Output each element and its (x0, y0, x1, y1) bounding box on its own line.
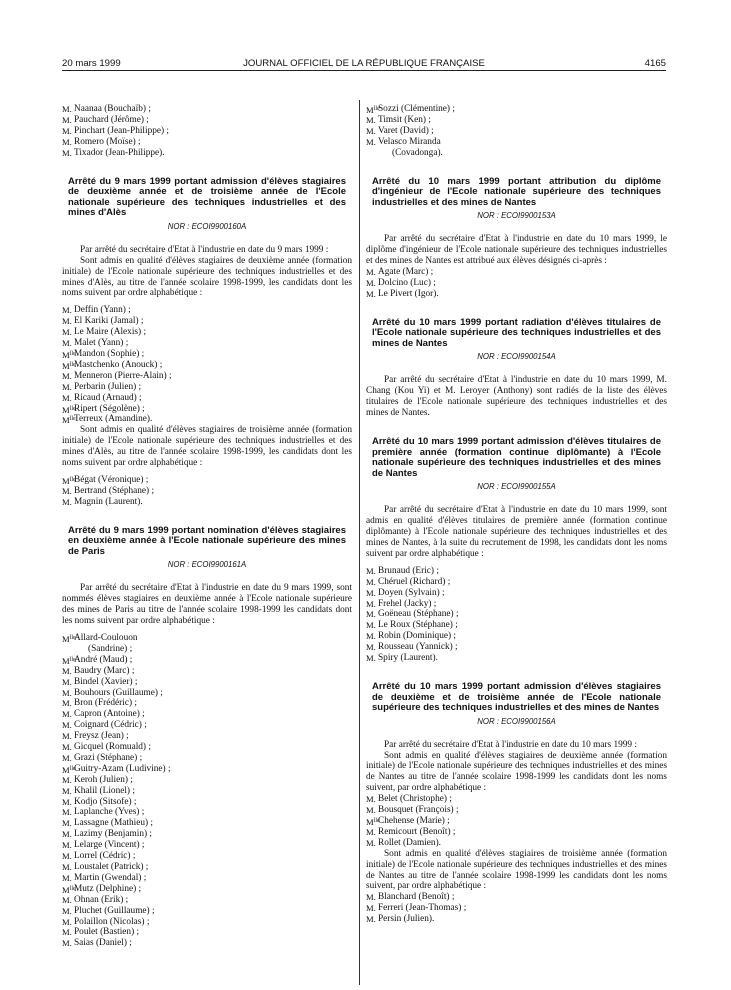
person-name: Bouhours (Guillaume) ; (74, 687, 163, 698)
civility-title: $M^{lle}$ (62, 415, 76, 426)
civility-title: M. (62, 147, 72, 158)
person-name: Bégat (Véronique) ; (74, 474, 149, 485)
paragraph: Par arrêté du secrétaire d'Etat à l'industrie en date du 10 mars 1999, le diplôme d'ingénieur de l'Ecole nationale supérieure des techniques industrielles et des mines de Nantes est attribué aux élèves désignés ci-après : (366, 234, 667, 267)
name-entry (366, 577, 667, 588)
name-entry (366, 289, 667, 300)
person-name: Le Roux (Stéphane) ; (378, 620, 458, 631)
civility-title: M. (62, 665, 72, 676)
person-name: Dolcino (Luc) ; (378, 277, 436, 288)
person-name: Velasco Miranda (378, 136, 441, 147)
name-entry (62, 742, 352, 753)
person-name: Magnin (Laurent). (74, 496, 143, 507)
person-name: Mandon (Sophie) ; (74, 348, 145, 359)
name-entry (62, 720, 352, 731)
name-entry (62, 731, 352, 742)
civility-title: M. (366, 794, 376, 805)
name-entry (62, 305, 352, 316)
paragraph: Sont admis en qualité d'élèves stagiaires de deuxième année (formation initiale) de l'Ecole nationale supérieure des techniques industrielles et des mines d'Alès, au titre de l'année scolaire 1998-1999, les candidats dont les noms suivent par ordre alphabétique : (62, 255, 352, 299)
decree-title: Arrêté du 10 mars 1999 portant admission d'élèves stagiaires de deuxième et de troisième année de l'Ecole nationale supérieure des techniques industrielles et des mines de Nantes (372, 680, 661, 714)
person-name: Rollet (Damien). (378, 837, 441, 848)
name-entry (62, 104, 352, 115)
name-entry (62, 851, 352, 862)
paragraph: Par arrêté du secrétaire d'Etat à l'industrie en date du 10 mars 1999, sont admis en qualité d'élèves titulaires de première année (formation continue diplômante) à l'Ecole nationale supérieure des techniques industrielles et des mines de Nantes, à la suite du recrutement de 1998, les candidats dont les noms suivent par ordre alphabétique : (366, 505, 667, 559)
name-entry (62, 126, 352, 137)
paragraph: Par arrêté du secrétaire d'Etat à l'industrie en date du 9 mars 1999, sont nommés élèves stagiaires en deuxième année à l'Ecole nationale supérieure des mines de Paris au titre de l'année scolaire 1998-1999 les candidats dont les noms suivent par ordre alphabétique : (62, 583, 352, 627)
name-entry (62, 797, 352, 808)
nor-reference: NOR : ECOI9900160A (167, 221, 247, 231)
name-entry (62, 807, 352, 818)
header-page-number: 4165 (644, 58, 666, 69)
person-name: Goëneau (Stéphane) ; (378, 609, 459, 620)
left-column (62, 104, 352, 949)
civility-title: $M^{lle}$ (62, 404, 76, 415)
name-entry (62, 393, 352, 404)
name-entry (366, 620, 667, 631)
civility-title: M. (366, 576, 376, 587)
decree-title: Arrêté du 10 mars 1999 portant radiation d'élèves titulaires de l'Ecole nationale supérieure des techniques industrielles et des mines de Nantes (372, 316, 661, 349)
person-name: Laplanche (Yves) ; (74, 807, 145, 818)
person-name: Capron (Antoine) ; (74, 709, 145, 720)
name-list (62, 475, 352, 508)
civility-title: M. (62, 104, 72, 114)
civility-title: M. (62, 485, 72, 496)
person-name: Bron (Frédéric) ; (74, 698, 137, 709)
name-entry (62, 655, 352, 666)
civility-title: M. (62, 114, 72, 125)
name-entry (366, 588, 667, 599)
person-name: Gicquel (Romuald) ; (74, 742, 151, 753)
civility-title: M. (62, 851, 72, 862)
name-entry (62, 840, 352, 851)
name-list (366, 794, 667, 849)
person-name: Keroh (Julien) ; (74, 774, 133, 785)
name-list (366, 104, 667, 159)
civility-title: M. (62, 916, 72, 927)
civility-title: M. (366, 653, 376, 664)
name-entry (62, 764, 352, 775)
civility-title: M. (62, 785, 72, 796)
person-name: Tixador (Jean-Philippe). (74, 147, 165, 158)
civility-title: M. (62, 687, 72, 698)
civility-title: M. (62, 125, 72, 136)
name-entry (366, 816, 667, 827)
civility-title: M. (62, 938, 72, 949)
civility-title: M. (62, 752, 72, 763)
civility-title: M. (366, 587, 376, 598)
civility-title: M. (62, 742, 72, 753)
name-entry (62, 709, 352, 720)
name-entry (62, 906, 352, 917)
name-entry (62, 873, 352, 884)
civility-title: M. (366, 805, 376, 816)
civility-title: M. (366, 565, 376, 576)
name-entry (62, 895, 352, 906)
civility-title: M. (62, 392, 72, 403)
name-entry (366, 267, 667, 278)
name-entry (366, 599, 667, 610)
civility-title: M. (62, 774, 72, 785)
civility-title: $M^{lle}$ (62, 475, 76, 486)
person-name: Terreux (Amandine). (74, 414, 153, 425)
civility-title: M. (62, 136, 72, 147)
person-name: Remicourt (Benoît) ; (378, 826, 456, 837)
person-name: Coignard (Cédric) ; (74, 720, 147, 731)
civility-title: M. (62, 316, 72, 327)
civility-title: M. (366, 826, 376, 837)
civility-title: $M^{lle}$ (366, 105, 380, 115)
civility-title: M. (62, 370, 72, 381)
name-entry (62, 137, 352, 148)
header-journal-title: JOURNAL OFFICIEL DE LA RÉPUBLIQUE FRANÇAISE (243, 58, 485, 69)
name-entry (62, 382, 352, 393)
civility-title: M. (366, 914, 376, 925)
name-entry (62, 829, 352, 840)
name-entry (366, 609, 667, 620)
name-list (62, 305, 352, 425)
civility-title: M. (366, 609, 376, 620)
civility-title: M. (62, 796, 72, 807)
nor-reference: NOR : ECOI9900161A (167, 560, 247, 570)
person-name: Ripert (Ségolène) ; (74, 403, 145, 414)
civility-title: M. (366, 642, 376, 653)
civility-title: M. (366, 125, 376, 136)
civility-title: M. (366, 598, 376, 609)
name-entry (366, 838, 667, 849)
civility-title: M. (62, 676, 72, 687)
paragraph: Par arrêté du secrétaire d'Etat à l'industrie en date du 10 mars 1999, M. Chang (Kou Yi) et M. Leroyer (Anthony) sont radiés de la liste des élèves titulaires de l'Ecole nationale supérieure des techniques industrielles et des mines de Nantes. (366, 375, 667, 419)
person-name: Malet (Yann) ; (74, 338, 129, 349)
person-name: Lorrel (Cédric) ; (74, 851, 136, 862)
nor-reference: NOR : ECOI9900156A (477, 716, 556, 726)
name-entry (62, 327, 352, 338)
person-name: Robin (Dominique) ; (378, 631, 456, 642)
person-name: Kodjo (Sitsofe) ; (74, 796, 137, 807)
name-entry (62, 316, 352, 327)
person-name: Pluchet (Guillaume) ; (74, 905, 155, 916)
name-entry (62, 753, 352, 764)
person-name: Belet (Christophe) ; (378, 794, 452, 805)
civility-title: $M^{lle}$ (62, 349, 76, 360)
name-entry (366, 653, 667, 664)
civility-title: M. (62, 305, 72, 316)
person-name: Grazi (Stéphane) ; (74, 752, 143, 763)
person-name: Le Pivert (Igor). (378, 288, 439, 299)
person-name: Naanaa (Bouchaïb) ; (74, 104, 151, 114)
name-entry (62, 917, 352, 928)
person-name: Spiry (Laurent). (378, 653, 438, 664)
name-entry (62, 371, 352, 382)
decree-title: Arrêté du 9 mars 1999 portant nomination d'élèves stagiaires en deuxième année à l'Ecole nationale supérieure des mines de Paris (68, 524, 346, 557)
person-name: Perbarin (Julien) ; (74, 381, 142, 392)
civility-title: M. (366, 277, 376, 288)
name-entry (62, 677, 352, 688)
person-name: Mastchenko (Anouck) ; (74, 359, 163, 370)
civility-title: M. (62, 496, 72, 507)
person-name: Sozzi (Clémentine) ; (378, 104, 455, 114)
civility-title: $M^{lle}$ (62, 633, 76, 644)
name-list (366, 892, 667, 925)
name-entry (62, 115, 352, 126)
name-entry (62, 862, 352, 873)
person-name: Timsit (Ken) ; (378, 114, 431, 125)
name-entry (366, 805, 667, 816)
person-name: Poulet (Bastien) ; (74, 927, 140, 938)
person-name: Bindel (Xavier) ; (74, 676, 138, 687)
person-name: Romero (Moïse) ; (74, 136, 141, 147)
name-entry (62, 818, 352, 829)
civility-title: $M^{lle}$ (62, 655, 76, 666)
person-name: Khalil (Lionel) ; (74, 785, 135, 796)
name-entry (62, 404, 352, 415)
civility-title: M. (366, 114, 376, 125)
name-entry (62, 414, 352, 425)
person-name: Brunaud (Eric) ; (378, 565, 439, 576)
person-name: Persin (Julien). (378, 914, 435, 925)
person-name: Chehense (Marie) ; (378, 815, 450, 826)
civility-title: M. (366, 266, 376, 277)
civility-title: M. (62, 338, 72, 349)
name-entry (62, 666, 352, 677)
paragraph: Sont admis en qualité d'élèves stagiaires de deuxième année (formation initiale) de l'Ecole nationale supérieure des techniques industrielles et des mines de Nantes au titre de l'année scolaire 1998-1999 les candidats dont les noms suivent, par ordre alphabétique : (366, 750, 667, 794)
civility-title: M. (62, 381, 72, 392)
paragraph: Sont admis en qualité d'élèves stagiaires de troisième année (formation initiale) de l'Ecole nationale supérieure des techniques industrielles et des mines de Nantes au titre de l'année scolaire 1998-1999 les candidats dont les noms suivent, par ordre alphabétique : (366, 848, 667, 892)
name-entry (62, 349, 352, 360)
person-name: Agate (Marc) ; (378, 266, 434, 277)
person-name: Pinchart (Jean-Philippe) ; (74, 125, 170, 136)
name-entry (62, 497, 352, 508)
name-entry (366, 827, 667, 838)
person-name: Varet (David) ; (378, 125, 434, 136)
civility-title: M. (366, 892, 376, 903)
name-entry (62, 148, 352, 159)
person-name: Allard-Coulouon (74, 632, 138, 643)
nor-reference: NOR : ECOI9900154A (477, 352, 556, 362)
person-name: Lelarge (Vincent) ; (74, 840, 145, 851)
civility-title: M. (62, 327, 72, 338)
person-name: Doyen (Sylvain) ; (378, 587, 445, 598)
name-entry (366, 126, 667, 137)
name-entry (366, 892, 667, 903)
person-name: Polaillon (Nicolas) ; (74, 916, 150, 927)
civility-title: M. (366, 620, 376, 631)
name-entry (366, 278, 667, 289)
name-entry (62, 486, 352, 497)
person-name: Menneron (Pierre-Alain) ; (74, 370, 172, 381)
decree-title: Arrêté du 10 mars 1999 portant admission d'élèves titulaires de première année (formation continue diplômante) à l'Ecole nationale supérieure des techniques industrielles et des mines de Nantes (372, 435, 661, 479)
civility-title: M. (62, 698, 72, 709)
name-list (366, 566, 667, 664)
name-list (62, 633, 352, 949)
name-entry (62, 633, 352, 655)
civility-title: M. (62, 829, 72, 840)
civility-title: M. (366, 136, 376, 147)
person-name: Rousseau (Yannick) ; (378, 642, 458, 653)
civility-title: M. (366, 288, 376, 299)
decree-title: Arrêté du 9 mars 1999 portant admission d'élèves stagiaires de deuxième année et de troisième année de l'Ecole nationale supérieure des techniques industrielles et des mines d'Alès (68, 175, 346, 219)
person-name: Ricaud (Arnaud) ; (74, 392, 142, 403)
civility-title: M. (366, 837, 376, 848)
name-entry (62, 938, 352, 949)
name-entry (62, 698, 352, 709)
person-name: Lassagne (Mathieu) ; (74, 818, 153, 829)
paragraph: Par arrêté du secrétaire d'Etat à l'industrie en date du 10 mars 1999 : (384, 739, 637, 750)
person-name: Saias (Daniel) ; (74, 938, 132, 949)
nor-reference: NOR : ECOI9900155A (477, 482, 556, 492)
person-name: Bousquet (François) ; (378, 805, 459, 816)
name-entry (366, 642, 667, 653)
person-name: Blanchard (Benoît) ; (378, 892, 455, 903)
person-name: Lazimy (Benjamin) ; (74, 829, 152, 840)
civility-title: M. (62, 720, 72, 731)
civility-title: $M^{lle}$ (62, 884, 76, 895)
person-name: Freysz (Jean) ; (74, 731, 129, 742)
column-separator (359, 100, 360, 985)
name-entry (366, 914, 667, 925)
name-entry (62, 884, 352, 895)
civility-title: M. (62, 927, 72, 938)
civility-title: M. (62, 905, 72, 916)
person-name: Deffin (Yann) ; (74, 305, 131, 316)
name-list (62, 104, 352, 159)
name-entry (366, 104, 667, 115)
civility-title: $M^{lle}$ (366, 816, 380, 827)
header-rule (62, 70, 666, 71)
civility-title: $M^{lle}$ (62, 360, 76, 371)
nor-reference: NOR : ECOI9900153A (477, 211, 556, 221)
name-entry (62, 475, 352, 486)
paragraph: Par arrêté du secrétaire d'Etat à l'industrie en date du 9 mars 1999 : (80, 244, 329, 255)
name-entry (366, 115, 667, 126)
civility-title: M. (62, 840, 72, 851)
name-entry (366, 137, 667, 159)
name-entry (62, 360, 352, 371)
person-name: André (Maud) ; (74, 654, 133, 665)
civility-title: M. (62, 807, 72, 818)
person-name: Martin (Gwendal) ; (74, 872, 147, 883)
civility-title: M. (366, 903, 376, 914)
civility-title: M. (366, 631, 376, 642)
header-date: 20 mars 1999 (62, 58, 121, 69)
name-entry (62, 775, 352, 786)
person-name: Frehel (Jacky) ; (378, 598, 437, 609)
name-entry (366, 794, 667, 805)
name-entry (366, 566, 667, 577)
name-entry (366, 631, 667, 642)
person-name-continued: (Covadonga). (392, 147, 443, 158)
person-name: Baudry (Marc) ; (74, 665, 135, 676)
civility-title: M. (62, 709, 72, 720)
decree-title: Arrêté du 10 mars 1999 portant attribution du diplôme d'ingénieur de l'Ecole nationale supérieure des techniques industrielles et des mines de Nantes (372, 175, 661, 208)
person-name: Loustalet (Patrick) ; (74, 862, 149, 872)
name-entry (62, 786, 352, 797)
civility-title: M. (62, 731, 72, 742)
civility-title: M. (62, 894, 72, 905)
person-name: Bertrand (Stéphane) ; (74, 485, 155, 496)
name-list (366, 267, 667, 300)
person-name: Ferreri (Jean-Thomas) ; (378, 903, 467, 914)
name-entry (62, 927, 352, 938)
civility-title: $M^{lle}$ (62, 764, 76, 775)
person-name: Chéruel (Richard) ; (378, 576, 451, 587)
civility-title: M. (62, 818, 72, 829)
person-name: Mutz (Delphine) ; (74, 883, 142, 894)
person-name: Pauchard (Jérôme) ; (74, 114, 149, 125)
civility-title: M. (62, 872, 72, 883)
person-name: El Kariki (Jamal) ; (74, 316, 144, 327)
person-name-continued: (Sandrine) ; (88, 643, 133, 654)
person-name: Guitry-Azam (Ludivine) ; (74, 763, 171, 774)
name-entry (62, 688, 352, 699)
name-entry (366, 903, 667, 914)
right-column (366, 104, 667, 925)
name-entry (62, 338, 352, 349)
civility-title: M. (62, 862, 72, 872)
person-name: Le Maire (Alexis) ; (74, 327, 147, 338)
person-name: Ohnan (Erik) ; (74, 894, 129, 905)
paragraph: Sont admis en qualité d'élèves stagiaires de troisième année (formation initiale) de l'Ecole nationale supérieure des techniques industrielles et des mines d'Alès, au titre de l'année scolaire 1998-1999, les candidats dont les noms suivent par ordre alphabétique : (62, 425, 352, 469)
